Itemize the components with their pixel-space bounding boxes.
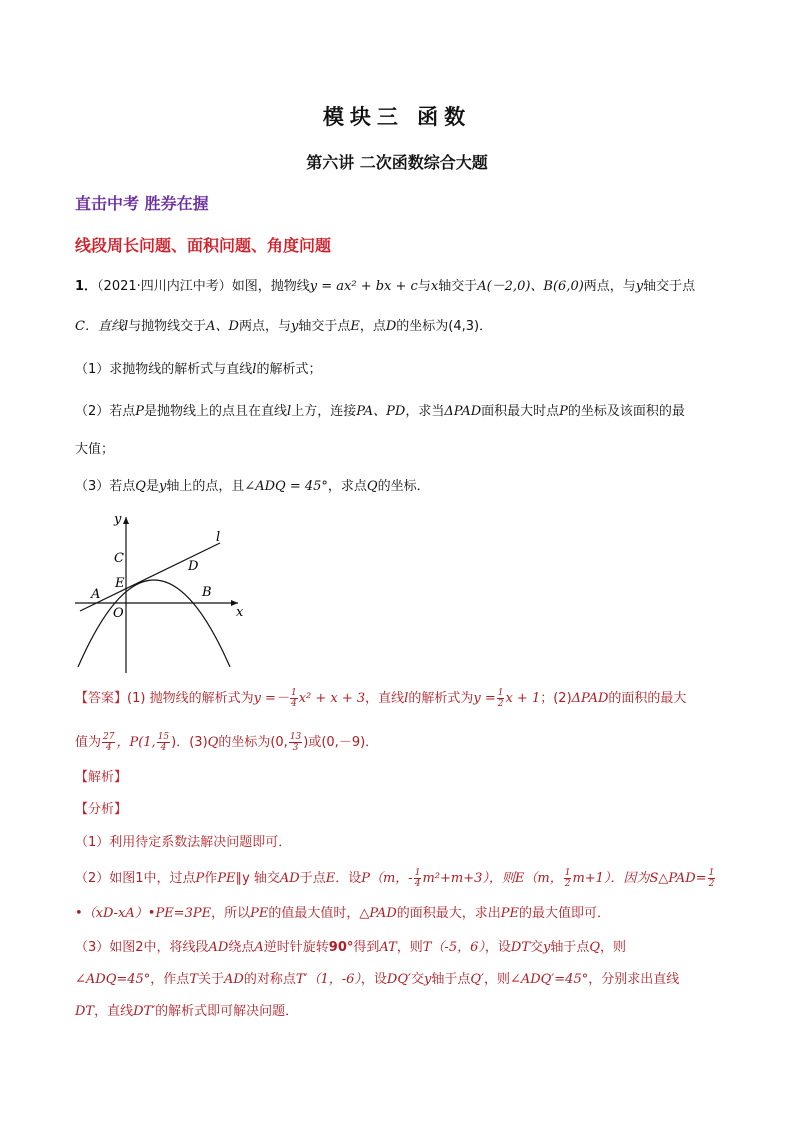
fraction: $\frac{1}{2}$ (497, 688, 504, 709)
fraction: $\frac{1}{4}$ (290, 688, 297, 709)
analysis-2: （2）如图1中，过点P作PE∥y 轴交AD于点E．设P（m，- $\frac{1}{4}$ m²+m+3），则E（m， $\frac{1}{2}$ m+1）．因为S△PAD= $\frac{1}{2}$ (75, 868, 715, 889)
analysis-4: （3）如图2中，将线段AD绕点A逆时针旋转90°得到AT，则T（-5，6），设DT交y轴于点Q，则 (75, 940, 627, 955)
fraction: $\frac{1}{2}$ (708, 868, 715, 889)
label-d: D (188, 559, 199, 574)
label-b: B (202, 585, 212, 600)
label-x: x (236, 605, 244, 620)
lecture-subtitle: 第六讲 二次函数综合大题 (306, 153, 488, 172)
question-3: （3）若点Q是y轴上的点，且∠ADQ = 45°，求点Q的坐标． (75, 479, 430, 494)
fraction: $\frac{15}{4}$ (157, 732, 170, 753)
question-2-cont: 大值； (75, 442, 115, 457)
analysis-subtag: 【分析】 (75, 802, 128, 817)
analysis-1: （1）利用待定系数法解决问题即可． (75, 835, 292, 850)
problem-line-2: C．直线l与抛物线交于A、D两点，与y轴交于点E，点D的坐标为(4,3)． (75, 319, 493, 334)
label-y: y (114, 512, 122, 527)
analysis-6: DT，直线DT′的解析式即可解决问题． (75, 1004, 299, 1019)
section-heading: 直击中考 胜券在握 (75, 194, 209, 213)
y-axis-arrow (123, 517, 129, 524)
answer-line-1: 【答案】(1) 抛物线的解析式为y =－ $\frac{1}{4}$ x² + x + 3，直线l的解析式为y = $\frac{1}{2}$ x + 1；(2)ΔPAD的面积的最大 (75, 688, 687, 709)
question-2: （2）若点P是抛物线上的点且在直线l上方，连接PA、PD，求当ΔPAD面积最大时点P的坐标及该面积的最 (75, 404, 685, 419)
label-e: E (115, 576, 125, 591)
analysis-5: ∠ADQ=45°，作点T关于AD的对称点T′（1，-6），设DQ′交y轴于点Q′，则∠ADQ′=45°，分别求出直线 (75, 972, 680, 987)
fraction: $\frac{27}{4}$ (103, 732, 115, 753)
topic-heading: 线段周长问题、面积问题、角度问题 (75, 236, 332, 255)
fraction: $\frac{13}{3}$ (289, 732, 302, 753)
answer-line-2: 值为 $\frac{27}{4}$ ，P(1, $\frac{15}{4}$ )．(3)Q的坐标为(0, $\frac{13}{3}$ )或(0,－9)． (75, 732, 379, 753)
label-a: A (91, 587, 101, 602)
label-c: C (114, 551, 124, 566)
analysis-3: •（xD-xA）•PE=3PE，所以PE的值最大值时，△PAD的面积最大，求出PE的最大值即可． (75, 906, 611, 921)
fraction: $\frac{1}{2}$ (564, 868, 571, 889)
label-o: O (113, 606, 124, 621)
parabola-figure (70, 505, 260, 675)
question-1: （1）求抛物线的解析式与直线l的解析式； (75, 362, 322, 377)
analysis-tag: 【解析】 (75, 770, 128, 785)
label-l: l (216, 530, 221, 545)
page-title: 模块三 函数 (322, 104, 472, 129)
line-l (80, 543, 220, 611)
fraction: $\frac{1}{4}$ (414, 868, 421, 889)
problem-line-1: 1．（2021·四川内江中考）如图，抛物线y = ax² + bx + c与x轴交于A(－2,0)、B(6,0)两点，与y轴交于点 (75, 279, 696, 294)
